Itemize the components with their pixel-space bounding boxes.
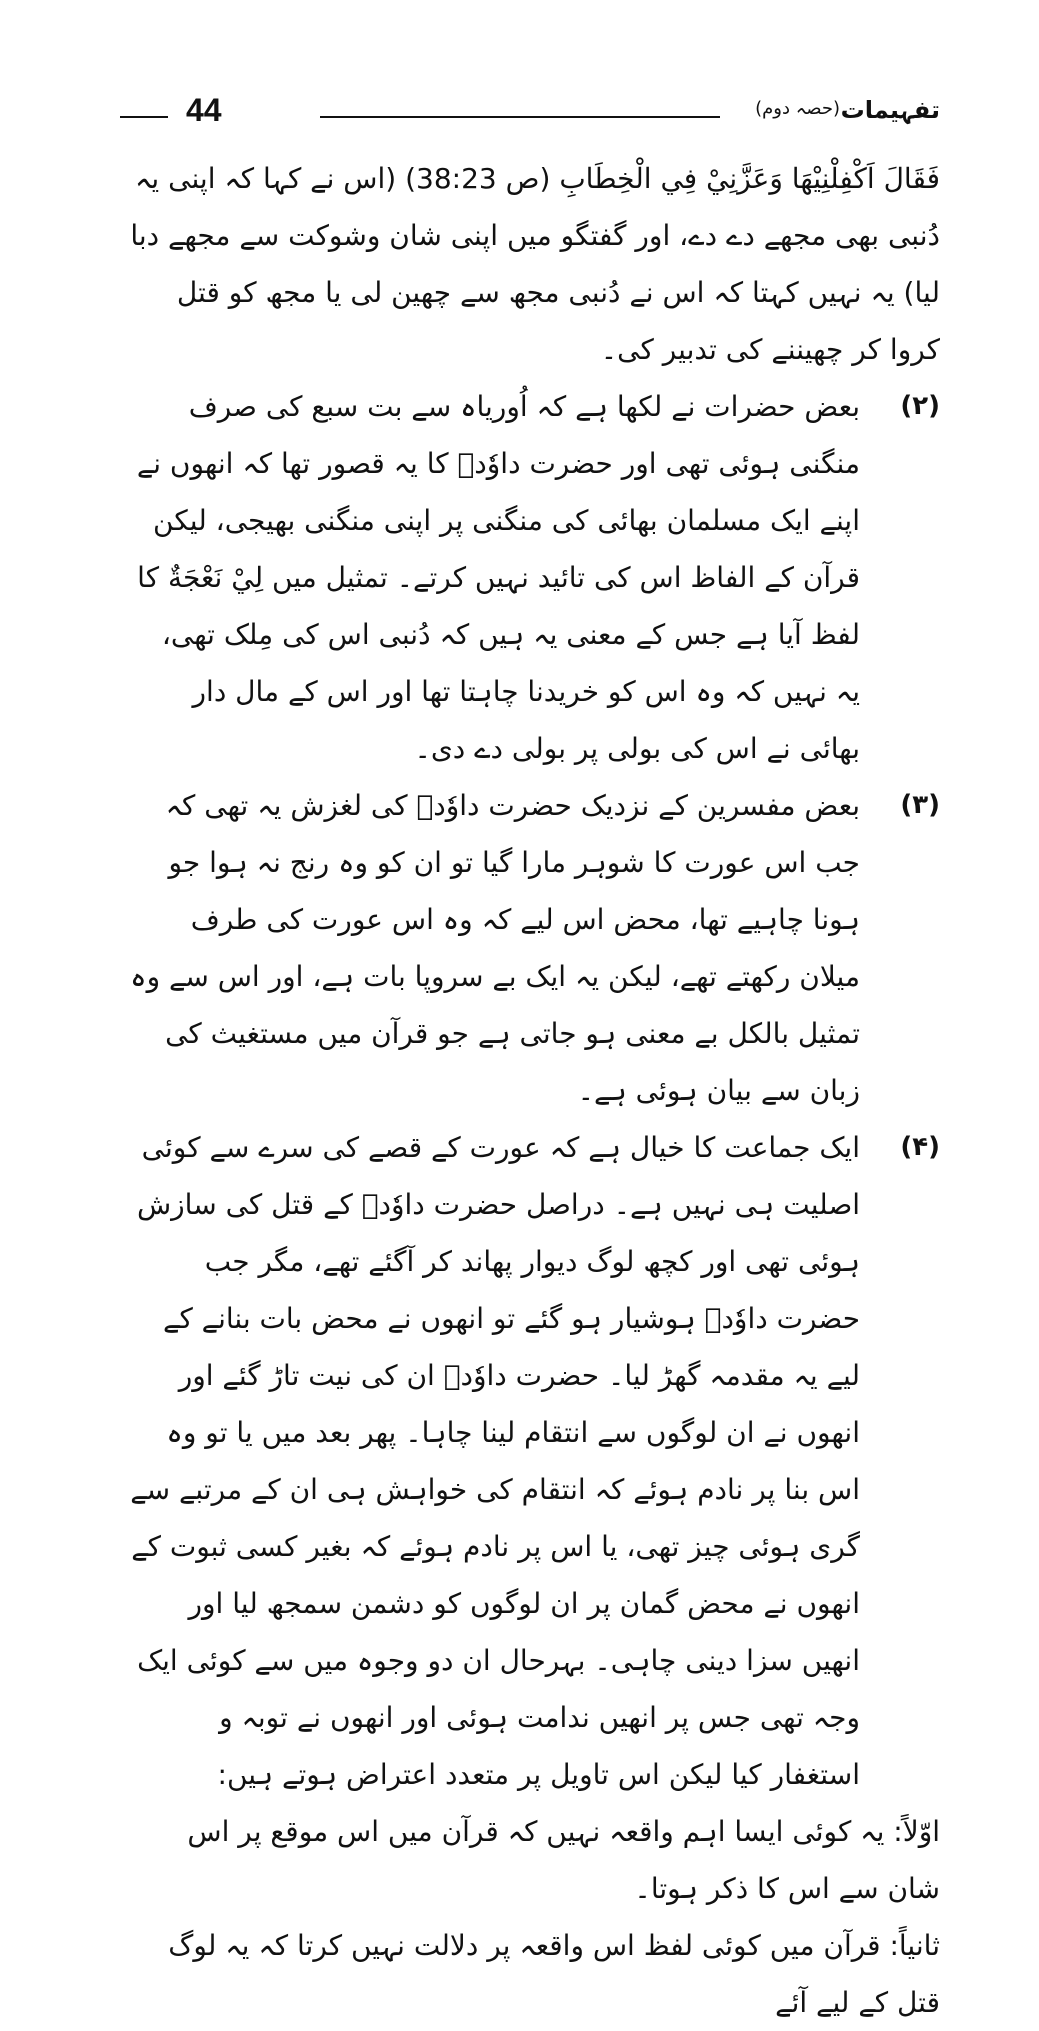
page-header [120,92,940,132]
objection-2 [130,1917,940,2031]
paragraph-2 [130,378,940,777]
paragraph-text: ایک جماعت کا خیال ہے کہ عورت کے قصے کی سرے سے کوئی اصلیت ہی نہیں ہے۔ دراصل حضرت داوٗدؑ کے قتل کی سازش ہوئی تھی اور کچھ لوگ دیوار پھاند کر آگئے تھے، مگر جب حضرت داوٗدؑ ہوشیار ہو گئے تو انھوں نے محض بات بنانے کے لیے یہ مقدمہ گھڑ لیا۔ حضرت داوٗدؑ ان کی نیت تاڑ گئے اور انھوں نے ان لوگوں سے انتقام لینا چاہا۔ پھر بعد میں یا تو وہ اس بنا پر نادم ہوئے کہ انتقام کی خواہش ہی ان کے مرتبے سے گری ہوئی چیز تھی، یا اس پر نادم ہوئے کہ بغیر کسی ثبوت کے انھوں نے محض گمان پر ان لوگوں کو دشمن سمجھ لیا اور انھیں سزا دینی چاہی۔ بہرحال ان دو وجوہ میں سے کوئی ایک وجہ تھی جس پر انھیں ندامت ہوئی اور انھوں نے توبہ و استغفار کیا لیکن اس تاویل پر متعدد اعتراض ہوتے ہیں: [130,1131,860,1791]
header-rule-short [120,116,168,118]
quran-quote: لِيْ نَعْجَةٌ [167,561,264,594]
page-number: 44 [186,92,222,128]
paragraph-4 [130,1119,940,1803]
paragraph-text: بعض حضرات نے لکھا ہے کہ اُوریاہ سے بت سبع کی صرف منگنی ہوئی تھی اور حضرت داوٗدؑ کا یہ قصور تھا کہ انھوں نے اپنے ایک مسلمان بھائی کی منگنی پر اپنی منگنی بھیجی، لیکن قرآن کے الفاظ اس کی تائید نہیں کرتے۔ تمثیل میں [136,390,860,594]
header-rule-long [320,116,720,118]
paragraph-text: بعض مفسرین کے نزدیک حضرت داوٗدؑ کی لغزش یہ تھی کہ جب اس عورت کا شوہر مارا گیا تو ان کو وہ رنج نہ ہوا جو ہونا چاہیے تھا، محض اس لیے کہ وہ اس عورت کی طرف میلان رکھتے تھے، لیکن یہ ایک بے سروپا بات ہے، اور اس سے وہ تمثیل بالکل بے معنی ہو جاتی ہے جو قرآن میں مستغیث کی زبان سے بیان ہوئی ہے۔ [130,789,860,1107]
paragraph-text: ثانیاً: قرآن میں کوئی لفظ اس واقعہ پر دلالت نہیں کرتا کہ یہ لوگ قتل کے لیے آئے [168,1929,940,2019]
paragraph-text: اوّلاً: یہ کوئی ایسا اہم واقعہ نہیں کہ قرآن میں اس موقع پر اس شان سے اس کا ذکر ہوتا۔ [187,1815,940,1905]
paragraph-text: (اس نے کہا کہ اپنی یہ دُنبی بھی مجھے دے دے، اور گفتگو میں اپنی شان وشوکت سے مجھے دبا لیا) یہ نہیں کہتا کہ اس نے دُنبی مجھ سے چھین لی یا مجھ کو قتل کروا کر چھیننے کی تدبیر کی۔ [130,162,940,366]
paragraph-number: (۴) [900,1132,940,1162]
paragraph-3 [130,777,940,1119]
page-body [130,150,940,2031]
paragraph-text-continued: کا لفظ آیا ہے جس کے معنی یہ ہیں کہ دُنبی اس کی مِلک تھی، یہ نہیں کہ وہ اس کو خریدنا چاہتا تھا اور اس کے مال دار بھائی نے اس کی بولی پر بولی دے دی۔ [137,561,860,765]
verse-reference: (ص 38:23) [405,162,551,195]
paragraph-number: (۲) [900,391,940,421]
paragraph-number: (۳) [900,790,940,820]
paragraph-intro [130,150,940,378]
quran-quote: فَقَالَ اَكْفِلْنِيْهَا وَعَزَّنِيْ فِي الْخِطَابِ [559,162,940,195]
objection-1 [130,1803,940,1917]
book-title: تفہیمات [840,96,940,124]
book-part: (حصہ دوم) [755,98,840,119]
